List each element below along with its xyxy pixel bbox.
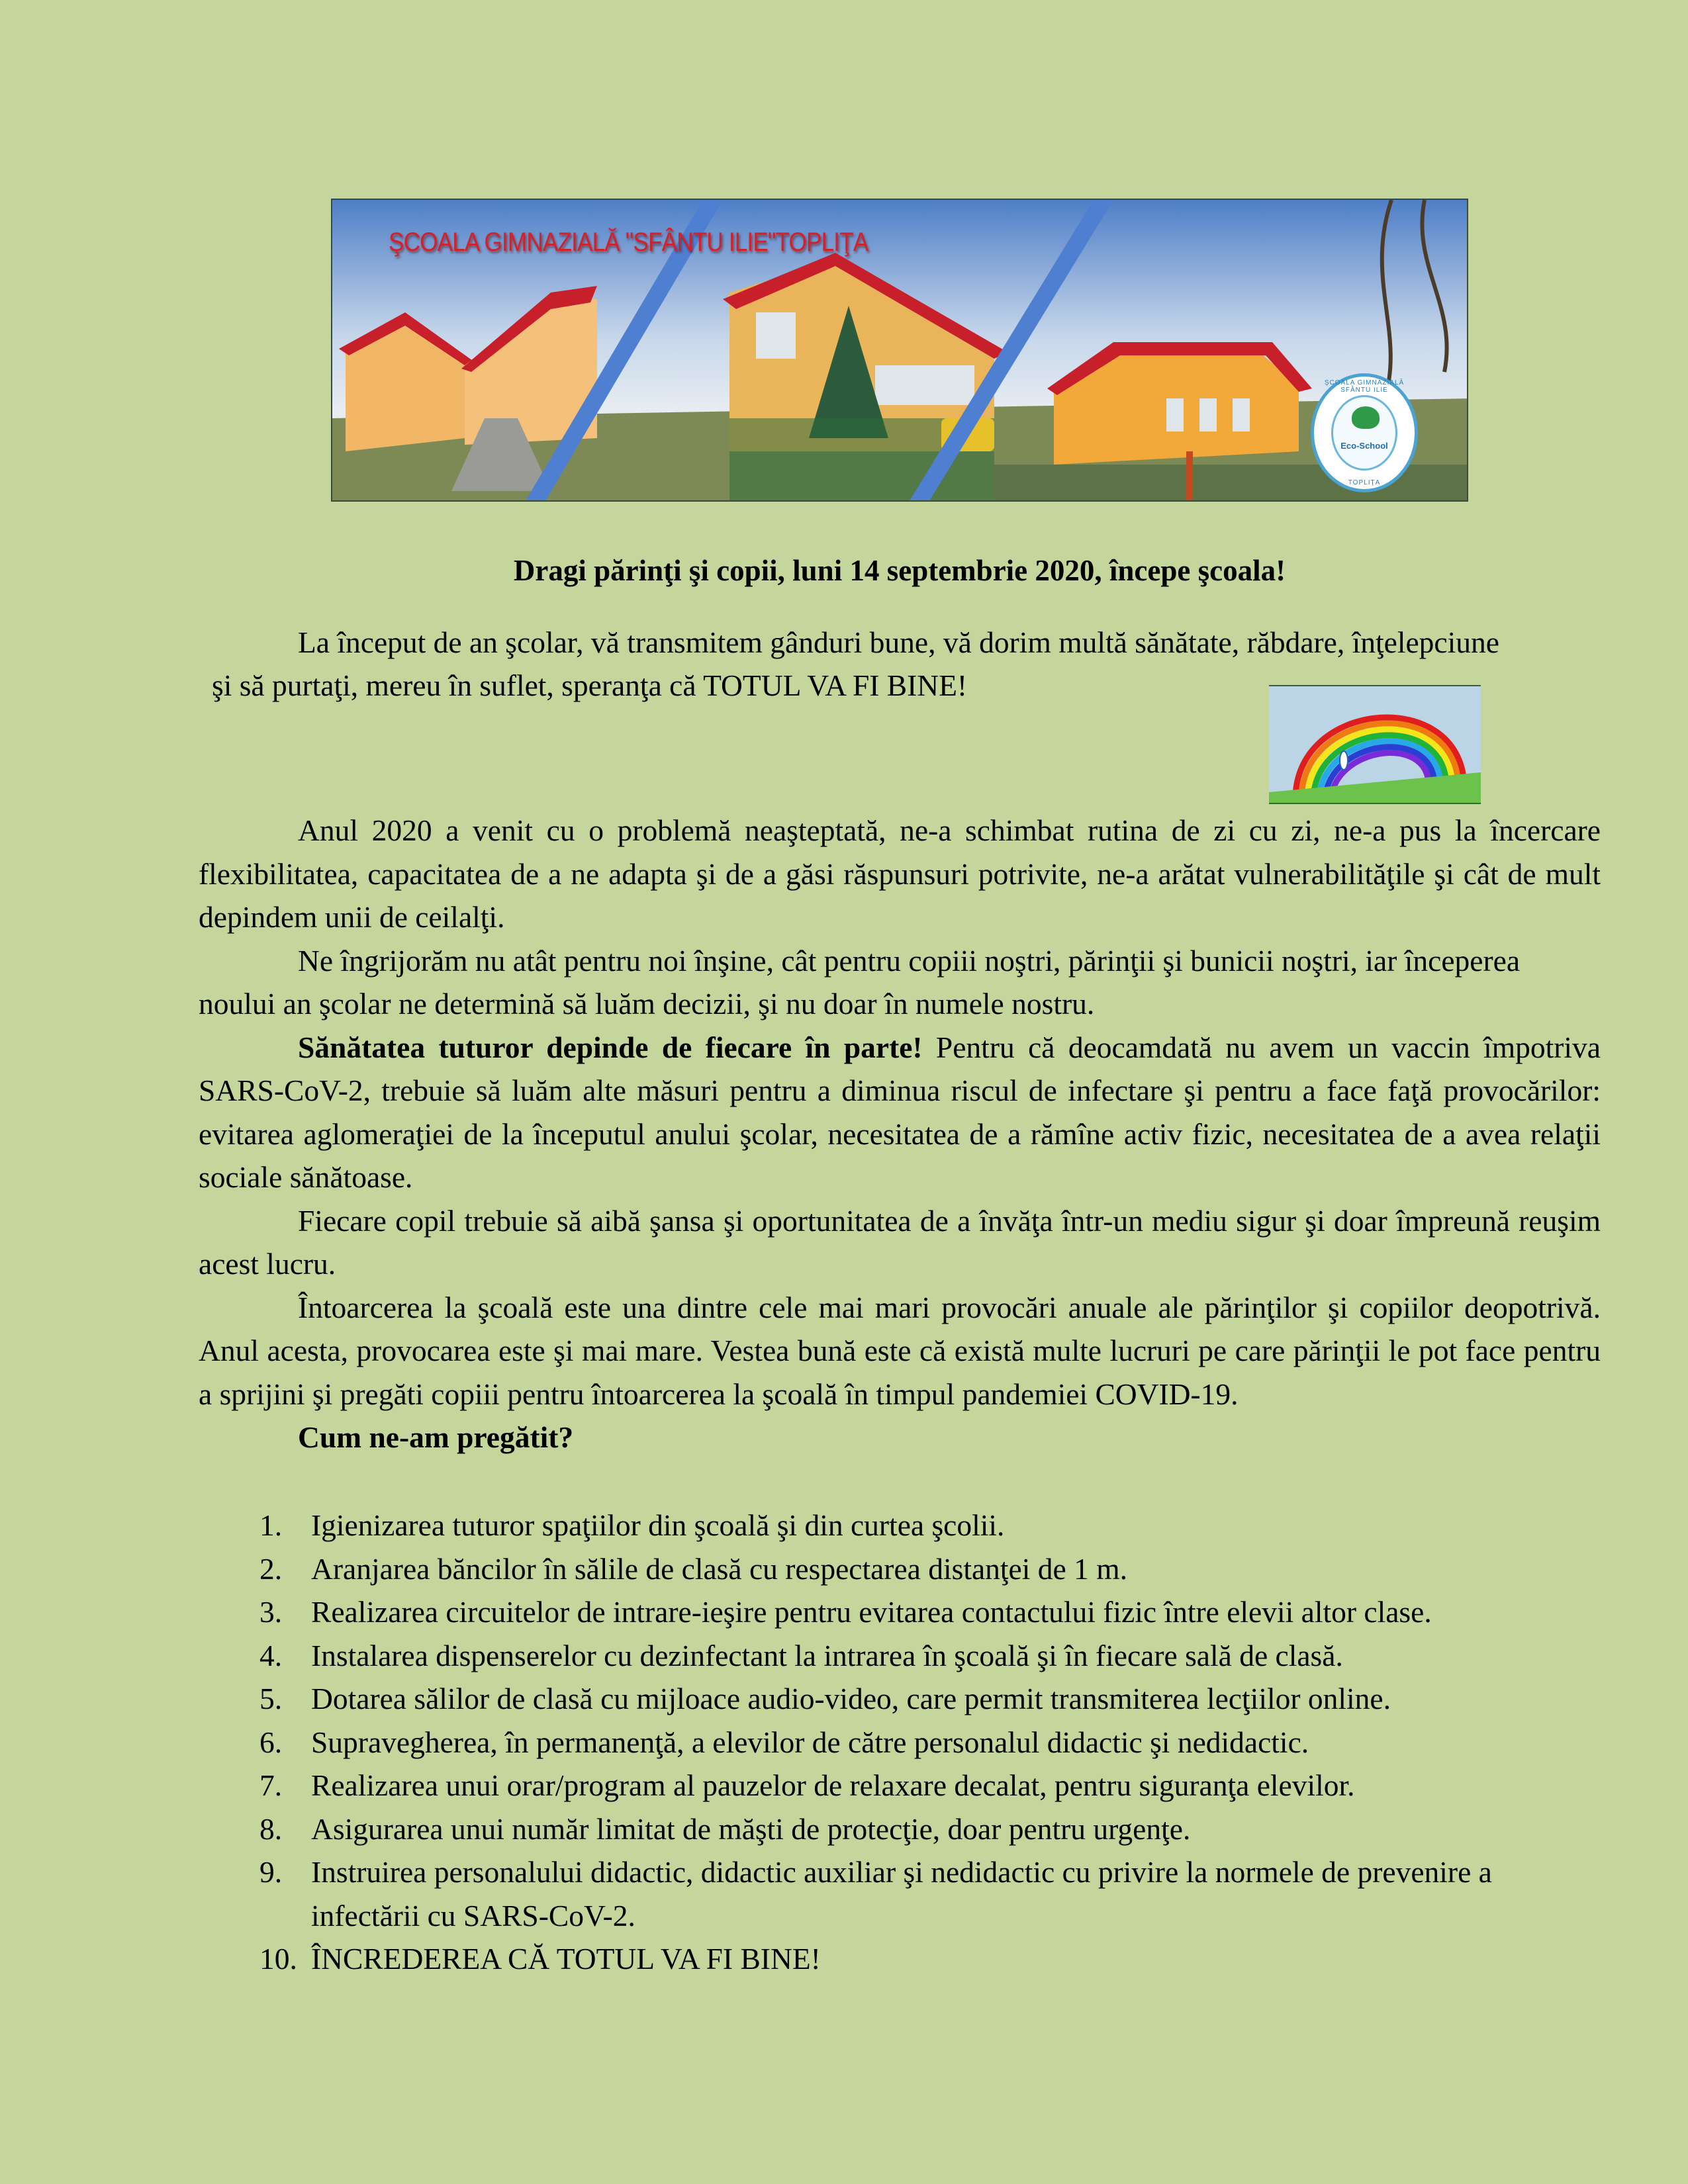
list-number: 9. — [259, 1855, 283, 1889]
eco-school-label: Eco-School — [1340, 441, 1388, 451]
list-number: 6. — [259, 1725, 283, 1759]
paragraph-3-rest: Pentru că deocamdată nu avem un vaccin împotriva SARS-CoV-2, trebuie să luăm alte măsuri pentru a diminua riscul de infectare şi pentru a face faţă provocărilor: evitarea aglomeraţiei de la începutul anului şcolar, necesitatea de a rămîne activ fizic, necesitatea de a avea relaţii sociale sănătoase. — [199, 1030, 1601, 1194]
list-number: 4. — [259, 1638, 283, 1672]
list-item — [199, 1937, 1601, 1981]
list-text: Asigurarea unui număr limitat de măşti de protecţie, doar pentru urgenţe. — [311, 1811, 1191, 1846]
list-item — [199, 1634, 1601, 1678]
list-number: 1. — [259, 1508, 283, 1542]
list-text: Realizarea circuitelor de intrare-ieşire pentru evitarea contactului fizic între elevii altor clase. — [311, 1595, 1432, 1629]
list-number: 5. — [259, 1682, 283, 1715]
list-item — [199, 1807, 1601, 1851]
list-number: 3. — [259, 1595, 283, 1629]
list-text: Aranjarea băncilor în sălile de clasă cu respectarea distanţei de 1 m. — [311, 1551, 1127, 1586]
list-item — [199, 1764, 1601, 1807]
paragraph-1: Anul 2020 a venit cu o problemă neaşteptată, ne-a schimbat rutina de zi cu zi, ne-a pus la încercare flexibilitatea, capacitatea de a ne adapta şi de a găsi răspunsuri potrivite, ne-a arătat vulnerabilităţile şi cât de mult depindem unii de ceilalţi. — [199, 813, 1601, 934]
eco-badge-inner — [1331, 395, 1397, 471]
list-text: Instalarea dispenserelor cu dezinfectant la intrarea în şcoală şi în fiecare sală de clasă. — [311, 1638, 1343, 1672]
list-item — [199, 1590, 1601, 1634]
rainbow-icon — [1269, 686, 1481, 803]
intro-line-1: La început de an şcolar, vă transmitem gânduri bune, vă dorim multă sănătate, răbdare, înţelepciune — [298, 625, 1499, 659]
list-text: ÎNCREDEREA CĂ TOTUL VA FI BINE! — [311, 1942, 821, 1976]
measures-list — [199, 1504, 1601, 1981]
list-number: 8. — [259, 1811, 283, 1846]
eco-badge-ring-top: ŞCOALA GIMNAZIALĂ SFÂNTU ILIE — [1324, 379, 1405, 394]
list-text: Dotarea sălilor de clasă cu mijloace audio-video, care permit transmiterea lecţiilor online. — [311, 1682, 1391, 1715]
list-text: Supravegherea, în permanenţă, a elevilor de către personalul didactic şi nedidactic. — [311, 1725, 1309, 1759]
tree-icon — [1352, 406, 1380, 429]
list-text: Igienizarea tuturor spaţiilor din şcoală şi din curtea şcolii. — [311, 1508, 1005, 1542]
page-title: Dragi părinţi şi copii, luni 14 septembrie 2020, începe şcoala! — [513, 554, 1286, 587]
paragraph-2: Ne îngrijorăm nu atât pentru noi înşine, cât pentru copiii noştri, părinţii şi bunicii noştri, iar începerea noului an şcolar ne determină să luăm decizii, şi nu doar în numele nostru. — [199, 943, 1521, 1021]
list-item — [199, 1547, 1601, 1591]
list-item — [199, 1850, 1601, 1937]
banner-title: ŞCOALA GIMNAZIALĂ "SFÂNTU ILIE"TOPLIŢA — [389, 228, 868, 257]
paragraph-3-bold: Sănătatea tuturor depinde de fiecare în parte! — [298, 1030, 923, 1064]
measures-title: Cum ne-am pregătit? — [298, 1420, 574, 1454]
list-item — [199, 1504, 1601, 1547]
list-text: Realizarea unui orar/program al pauzelor de relaxare decalat, pentru siguranţa elevilor. — [311, 1768, 1355, 1802]
list-item — [199, 1721, 1601, 1764]
body-text — [199, 809, 1601, 1459]
rainbow-image — [1269, 685, 1481, 804]
eco-school-logo — [1311, 373, 1418, 492]
eco-badge-ring-bottom: TOPLIŢA — [1348, 479, 1381, 486]
list-number: 10. — [259, 1942, 297, 1976]
list-number: 2. — [259, 1551, 283, 1586]
paragraph-3 — [199, 1026, 1601, 1199]
intro-line-2: şi să purtaţi, mereu în suflet, speranţa că TOTUL VA FI BINE! — [212, 668, 968, 702]
list-text: Instruirea personalului didactic, didactic auxiliar şi nedidactic cu privire la normele de prevenire a infectării cu SARS-CoV-2. — [311, 1855, 1492, 1933]
list-number: 7. — [259, 1768, 283, 1802]
school-banner-image — [331, 199, 1468, 502]
list-item — [199, 1677, 1601, 1721]
paragraph-4: Fiecare copil trebuie să aibă şansa şi oportunitatea de a învăţa într-un mediu sigur şi doar împreună reuşim acest lucru. — [199, 1203, 1601, 1281]
paragraph-5: Întoarcerea la şcoală este una dintre cele mai mari provocări anuale ale părinţilor şi copiilor deopotrivă. Anul acesta, provocarea este şi mai mare. Vestea bună este că există multe lucruri pe care părinţii le pot face pentru a sprijini şi pregăti copiii pentru întoarcerea la şcoală în timpul pandemiei COVID-19. — [199, 1290, 1601, 1411]
